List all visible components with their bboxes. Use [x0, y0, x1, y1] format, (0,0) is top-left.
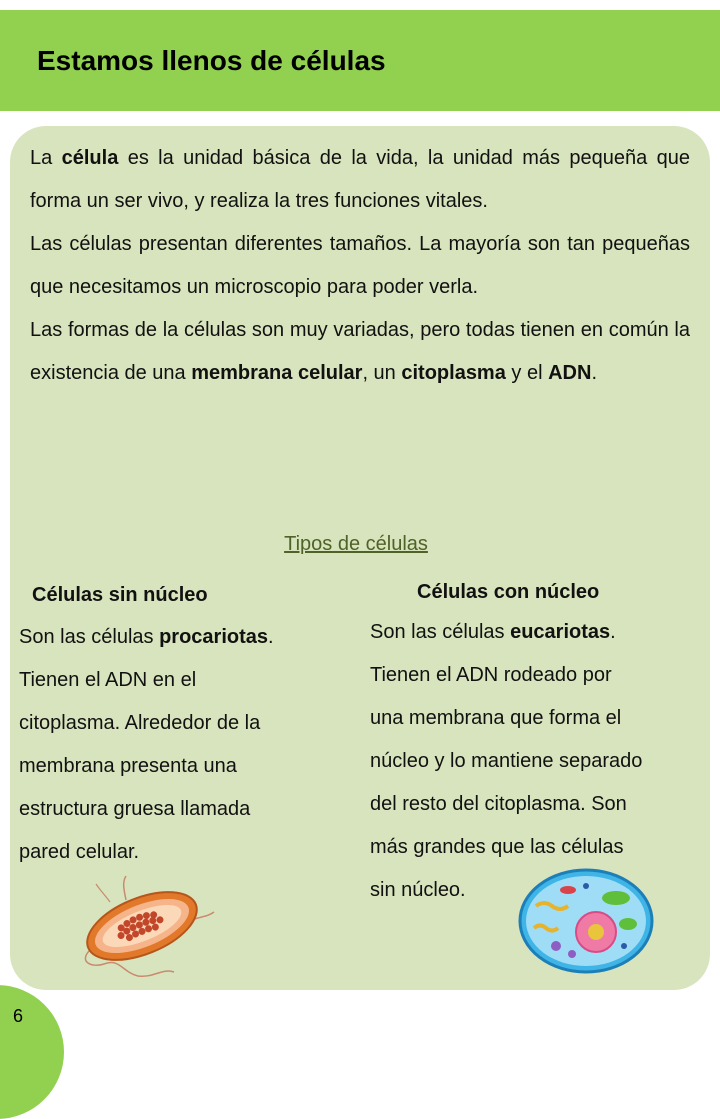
text-line	[370, 611, 642, 654]
text-span: , un	[362, 362, 402, 384]
term-eucariotas: eucariotas	[510, 621, 611, 643]
text-line	[19, 616, 274, 659]
text-span: La	[30, 147, 62, 169]
text-span: .	[610, 621, 616, 643]
text-span: .	[268, 626, 274, 648]
intro-paragraph-1	[30, 137, 690, 223]
page-title: Estamos llenos de células	[37, 45, 386, 76]
text-line: sin núcleo.	[370, 879, 466, 901]
text-line: Tienen el ADN en el	[19, 669, 197, 691]
intro-text	[30, 137, 690, 395]
page-number-badge	[0, 985, 64, 1119]
text-span: Las formas de la células son muy variadas, pero todas tienen en común la existencia de una	[30, 319, 690, 384]
text-line: Tienen el ADN rodeado por	[370, 664, 612, 686]
text-line: pared celular.	[19, 841, 140, 863]
con-nucleo-title: Células con núcleo	[417, 581, 600, 603]
text-span: .	[591, 362, 597, 384]
sin-nucleo-title: Células sin núcleo	[32, 584, 208, 606]
text-span: Son las células	[370, 621, 511, 643]
text-line: una membrana que forma el	[370, 707, 622, 729]
animal-cell-icon	[516, 866, 656, 976]
sin-nucleo-text	[19, 616, 274, 874]
text-line: membrana presenta una	[19, 755, 237, 777]
intro-paragraph-2: Las células presentan diferentes tamaños. La mayoría son tan pequeñas que necesitamos un microscopio para poder verla.	[30, 233, 690, 298]
text-line: núcleo y lo mantiene separado	[370, 750, 643, 772]
text-span: y el	[505, 362, 549, 384]
text-span: es la unidad básica de la vida, la unidad más pequeña que forma un ser vivo, y realiza la tres funciones vitales.	[30, 147, 691, 212]
term-citoplasma: citoplasma	[401, 362, 506, 384]
text-line: citoplasma. Alrededor de la	[19, 712, 261, 734]
text-span: Son las células	[19, 626, 160, 648]
intro-paragraph-3	[30, 309, 690, 395]
term-membrana: membrana celular	[191, 362, 363, 384]
bacteria-cell-icon	[70, 872, 220, 982]
tipos-link[interactable]: Tipos de células	[284, 533, 428, 555]
text-line: más grandes que las células	[370, 836, 624, 858]
text-line: estructura gruesa llamada	[19, 798, 251, 820]
term-procariotas: procariotas	[159, 626, 269, 648]
term-adn: ADN	[548, 362, 592, 384]
term-celula: célula	[61, 147, 119, 169]
text-line: del resto del citoplasma. Son	[370, 793, 627, 815]
page-number: 6	[13, 1006, 24, 1026]
header-bar	[0, 10, 720, 111]
